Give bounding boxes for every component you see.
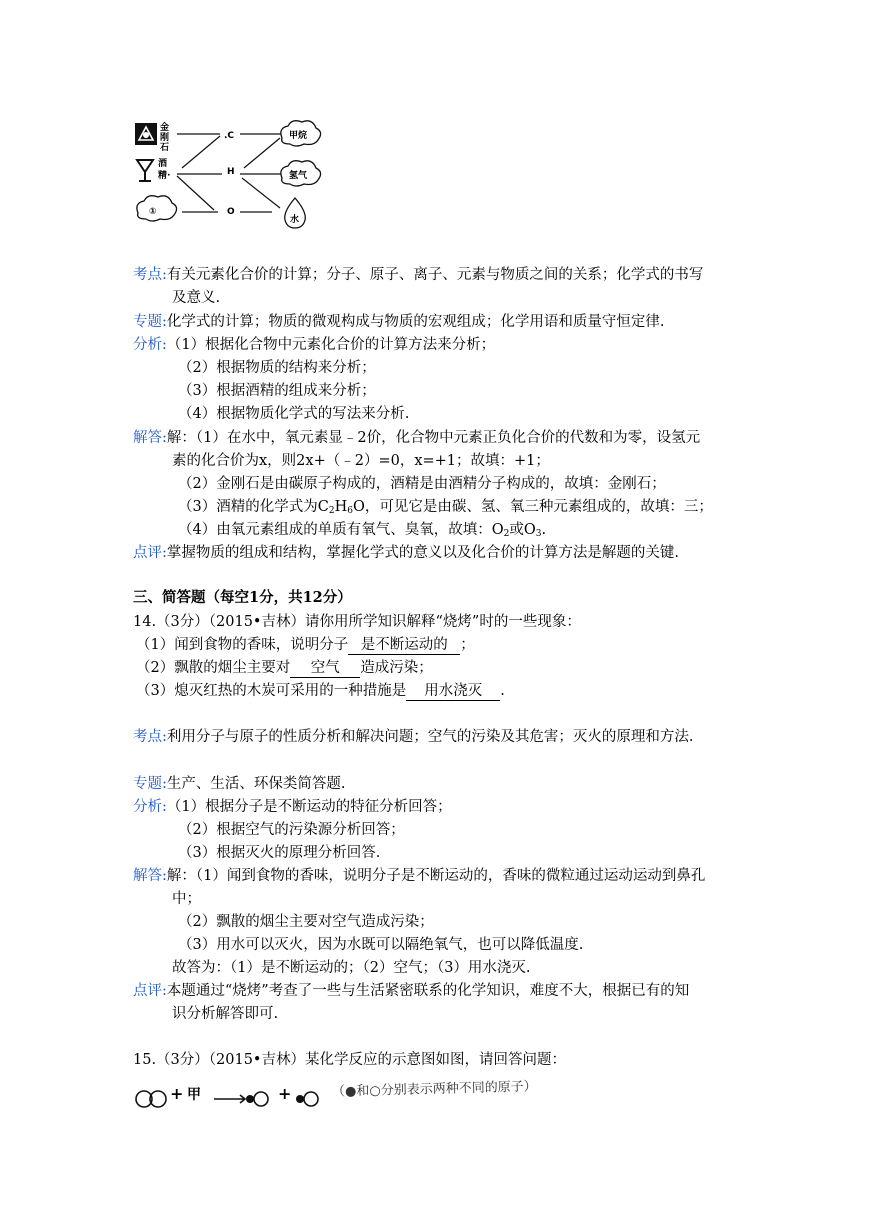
svg-text:刚: 刚: [160, 133, 170, 143]
alcohol-label: 酒: [158, 159, 168, 169]
fenxi-line: （1）根据分子是不断运动的特征分析回答；: [166, 799, 452, 815]
dianping-row-14: [133, 981, 689, 1001]
dianping-row-13: [133, 543, 679, 563]
jieda-text: （4）由氧元素组成的单质有氧气、臭氧，故填：$O_2$或$O_3$.: [178, 522, 547, 539]
wine-glass-icon: [137, 160, 153, 181]
reactant-jia: 甲: [187, 1087, 201, 1103]
element-H: H: [227, 167, 235, 177]
jieda-text: （2）飘散的烟尘主要对空气造成污染；: [178, 914, 434, 930]
jieda-text: （3）用水可以灭火，因为水既可以隔绝氧气，也可以降低温度.: [178, 937, 584, 953]
kaodian-label: 考点:: [133, 267, 167, 283]
fenxi-label: 分析:: [133, 799, 167, 815]
zhuanti-label: 专题:: [133, 776, 167, 792]
q14-part-1: （1）闻到食物的香味，说明分子 是不断运动的 ；: [136, 637, 475, 653]
fenxi-line: （3）根据酒精的组成来分析；: [178, 383, 376, 399]
diamond-label: 金: [160, 123, 170, 133]
dianping-label: 点评:: [133, 545, 167, 561]
jieda-row-14: [133, 866, 705, 886]
jieda-text: （2）金刚石是由碳原子构成的，酒精是由酒精分子构成的，故填：金刚石；: [178, 476, 666, 492]
reaction-molecules: [132, 1084, 282, 1114]
dianping-text: 识分析解答即可.: [172, 1006, 279, 1022]
fenxi-row-14: [133, 797, 452, 817]
fenxi-label: 分析:: [133, 337, 167, 353]
question-14-stem: 14.（3分）（2015•吉林）请你用所学知识解释“烧烤”时的一些现象：: [133, 614, 581, 630]
answer-blank-1: 是不断运动的: [348, 637, 460, 655]
dianping-text: 本题通过“烧烤”考查了一些与生活紧密联系的化学知识，难度不大，根据已有的知: [166, 983, 690, 999]
answer-blank-2: 空气: [290, 660, 360, 678]
fenxi-line: （1）根据化合物中元素化合价的计算方法来分析；: [166, 337, 496, 353]
jieda-text: （3）酒精的化学式为$C_2H_6O$，可见它是由碳、氢、氧三种元素组成的，故填：三；: [178, 499, 713, 516]
element-C: .C: [224, 131, 235, 141]
fenxi-line: （4）根据物质化学式的写法来分析.: [178, 406, 410, 422]
q14-part-3: （3）熄灭红热的木炭可采用的一种措施是 用水浇灭 .: [136, 683, 505, 699]
fenxi-line: （2）根据空气的污染源分析回答；: [178, 822, 405, 838]
fenxi-row-13: [133, 335, 495, 355]
reaction-diagram: [132, 1078, 602, 1118]
zhuanti-label: 专题:: [133, 314, 167, 330]
atom-legend-note: （●和○分别表示两种不同的原子）: [331, 1079, 537, 1100]
jieda-label: 解答:: [133, 868, 167, 884]
svg-text:氢气: 氢气: [289, 171, 308, 181]
jieda-text: 故答为：（1）是不断运动的；（2）空气；（3）用水浇灭.: [172, 960, 531, 976]
kaodian-row-14: [133, 727, 694, 747]
q14-part-2: （2）飘散的烟尘主要对 空气 造成污染；: [136, 660, 433, 676]
svg-text:水: 水: [290, 215, 300, 225]
element-relation-diagram: [132, 118, 332, 230]
cloud-hydrogen-icon: [281, 161, 321, 186]
jieda-text: 解：（1）在水中，氧元素显﹣2价，化合物中元素正负化合价的代数和为零，设氢元: [166, 430, 701, 446]
fenxi-line: （2）根据物质的结构来分析；: [178, 360, 376, 376]
kaodian-label: 考点:: [133, 729, 167, 745]
plus-sign: +: [278, 1084, 292, 1103]
dianping-text: 掌握物质的组成和结构，掌握化学式的意义以及化合价的计算方法是解题的关键.: [166, 545, 679, 561]
cloud-1-icon: [137, 196, 177, 221]
jieda-text: 素的化合价为x，则2x+（﹣2）=0，x=+1；故填：+1；: [172, 453, 550, 469]
kaodian-text: 有关元素化合价的计算；分子、原子、离子、元素与物质之间的关系；化学式的书写: [166, 267, 704, 283]
zhuanti-text: 生产、生活、环保类简答题.: [166, 776, 346, 792]
jieda-label: 解答:: [133, 430, 167, 446]
svg-text:甲烷: 甲烷: [289, 131, 308, 141]
zhuanti-text: 化学式的计算；物质的微观构成与物质的宏观组成；化学用语和质量守恒定律.: [166, 314, 665, 330]
element-O: O: [227, 207, 235, 217]
svg-text:①: ①: [149, 207, 157, 217]
answer-blank-3: 用水浇灭: [406, 683, 500, 701]
kaodian-text: 利用分子与原子的性质分析和解决问题；空气的污染及其危害；灭火的原理和方法.: [166, 729, 694, 745]
plus-sign: +: [170, 1084, 184, 1103]
kaodian-row-13: [133, 265, 703, 285]
jieda-text: 解：（1）闻到食物的香味，说明分子是不断运动的，香味的微粒通过运动运动到鼻孔: [166, 868, 706, 884]
section-heading: 三、简答题（每空1分，共12分）: [133, 589, 352, 606]
svg-text:精·: 精·: [158, 171, 171, 181]
jieda-row-13: [133, 428, 700, 448]
kaodian-text-cont: 及意义.: [172, 290, 221, 306]
diamond-icon: [135, 123, 157, 145]
jieda-text: 中；: [172, 891, 201, 907]
product-molecule: [292, 1084, 322, 1114]
fenxi-line: （3）根据灭火的原理分析回答.: [178, 845, 381, 861]
water-drop-icon: [285, 198, 306, 228]
zhuanti-row-14: [133, 774, 346, 794]
cloud-methane-icon: [281, 121, 321, 146]
question-15-stem: 15.（3分）（2015•吉林）某化学反应的示意图如图，请回答问题：: [133, 1052, 566, 1068]
zhuanti-row-13: [133, 312, 665, 332]
svg-text:石: 石: [160, 143, 170, 153]
dianping-label: 点评:: [133, 983, 167, 999]
